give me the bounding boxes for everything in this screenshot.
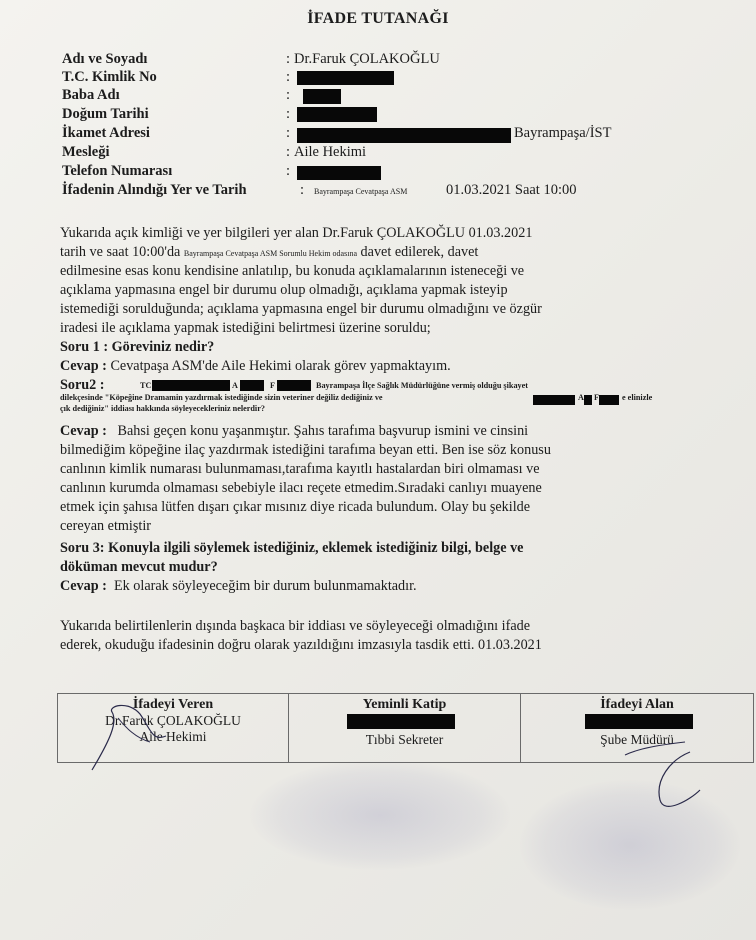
closing-line: ederek, okuduğu ifadesinin doğru olarak yazıldığını imzasıyla tasdik etti. 01.03.2021 bbox=[60, 637, 542, 653]
field-label: İkamet Adresi bbox=[62, 125, 150, 141]
signature-line: Tıbbi Sekreter bbox=[365, 732, 444, 747]
answer-label: Cevap : bbox=[60, 423, 107, 439]
signature-heading: Yeminli Katip bbox=[362, 697, 447, 712]
signature-heading: İfadeyi Alan bbox=[600, 697, 674, 712]
document-title: İFADE TUTANAĞI bbox=[307, 10, 449, 27]
field-value: Aile Hekimi bbox=[294, 144, 367, 160]
intro-small-text: Bayrampaşa Cevatpaşa ASM Sorumlu Hekim odasına bbox=[183, 249, 357, 258]
q2-text: F bbox=[594, 393, 600, 402]
signature-line: Dr.Faruk ÇOLAKOĞLU bbox=[105, 713, 241, 728]
field-colon: : bbox=[286, 106, 291, 122]
answer-text: Ek olarak söyleyeceğim bir durum bulunmamaktadır. bbox=[114, 578, 417, 594]
q2-text: A bbox=[578, 393, 584, 402]
answer-2-line: cereyan etmiştir bbox=[60, 518, 151, 534]
closing-line: Yukarıda belirtilenlerin dışında başkaca bir iddiası ve söyleyeceği olmadığını ifade bbox=[60, 618, 531, 634]
answer-text: Cevatpaşa ASM'de Aile Hekimi olarak görev yapmaktayım. bbox=[110, 358, 451, 374]
field-value-small: Bayrampaşa Cevatpaşa ASM bbox=[314, 187, 408, 196]
intro-line: açıklama yapmasına engel bir durumu olup olmadığı, açıklama yapmak isteyip bbox=[60, 282, 508, 298]
question-text: Göreviniz nedir? bbox=[111, 339, 215, 355]
field-colon: : bbox=[286, 87, 291, 103]
signature-heading: İfadeyi Veren bbox=[132, 697, 214, 712]
q2-text: Bayrampaşa İlçe Sağlık Müdürlüğüne vermiş olduğu şikayet bbox=[316, 381, 528, 390]
q2-text: F bbox=[270, 381, 276, 390]
field-colon: : bbox=[286, 163, 291, 179]
intro-text: tarih ve saat 10:00'da bbox=[60, 244, 181, 260]
answer-2-line: canlının kimlik numarası bulunmaması,tarafıma kayıtlı hastalardan biri olmaması ve bbox=[60, 461, 540, 477]
field-colon: : bbox=[300, 182, 305, 198]
q2-text: dilekçesinde "Köpeğine Dramamin yazdırmak istediğinde sizin veteriner değiliz dediğiniz ve bbox=[60, 393, 383, 402]
q2-text: çık dediğiniz" iddiası hakkında söyleyecekleriniz nelerdir? bbox=[60, 404, 265, 413]
signature-line: Aile Hekimi bbox=[139, 729, 207, 744]
question-3: Soru 3: Konuyla ilgili söylemek istediğiniz, eklemek istediğiniz bilgi, belge ve bbox=[60, 540, 524, 556]
intro-text: davet edilerek, davet bbox=[360, 244, 479, 260]
field-label: T.C. Kimlik No bbox=[62, 69, 157, 85]
field-colon: : bbox=[286, 51, 291, 67]
field-value: 01.03.2021 Saat 10:00 bbox=[446, 182, 577, 198]
field-label: İfadenin Alındığı Yer ve Tarih bbox=[62, 182, 247, 198]
field-colon: : bbox=[286, 69, 291, 85]
answer-text: Bahsi geçen konu yaşanmıştır. Şahıs tarafıma başvurup ismini ve cinsini bbox=[117, 423, 529, 439]
question-2-label: Soru2 : bbox=[60, 377, 105, 393]
field-label: Baba Adı bbox=[62, 87, 120, 103]
field-label: Mesleği bbox=[62, 144, 110, 160]
answer-2-line: bilmediğim köpeğine ilaç yazdırmak istediğini tarafıma beyan etti. Ben ise söz konusu bbox=[60, 442, 551, 458]
intro-line: iradesi ile açıklama yapmak istediğini belirtmesi üzerine soruldu; bbox=[60, 320, 431, 336]
field-label: Doğum Tarihi bbox=[62, 106, 149, 122]
answer-2-line: canlının kurumda olmaması sebebiyle ilacı reçete etmedim.Sıradaki canlıyı muayene bbox=[60, 480, 542, 496]
answer-label: Cevap : bbox=[60, 358, 107, 374]
field-value: Dr.Faruk ÇOLAKOĞLU bbox=[294, 51, 440, 67]
q2-text: e elinizle bbox=[622, 393, 653, 402]
field-value: Bayrampaşa/İST bbox=[514, 125, 612, 141]
q2-text: TC bbox=[140, 381, 152, 390]
answer-2-line: etmek için şahısa lütfen dışarı çıkar mısınız diye ricada bulundum. Olay bu şekilde bbox=[60, 499, 531, 515]
question-3-cont: döküman mevcut mudur? bbox=[60, 559, 218, 575]
field-colon: : bbox=[286, 125, 291, 141]
field-label: Adı ve Soyadı bbox=[62, 51, 148, 67]
q2-text: A bbox=[232, 381, 238, 390]
field-label: Telefon Numarası bbox=[62, 163, 173, 179]
intro-line: edilmesine esas konu kendisine anlatılıp, bu konuda açıklamalarının isteneceği ve bbox=[60, 263, 525, 279]
signature-line: Şube Müdürü bbox=[600, 732, 674, 747]
field-colon: : bbox=[286, 144, 291, 160]
intro-line: Yukarıda açık kimliği ve yer bilgileri yer alan Dr.Faruk ÇOLAKOĞLU 01.03.2021 bbox=[60, 225, 533, 241]
intro-line: istemediği sorulduğunda; açıklama yapmasına engel bir durumu olmadığını ve özgür bbox=[60, 301, 542, 317]
question-label: Soru 1 : bbox=[60, 339, 109, 355]
answer-label: Cevap : bbox=[60, 578, 107, 594]
